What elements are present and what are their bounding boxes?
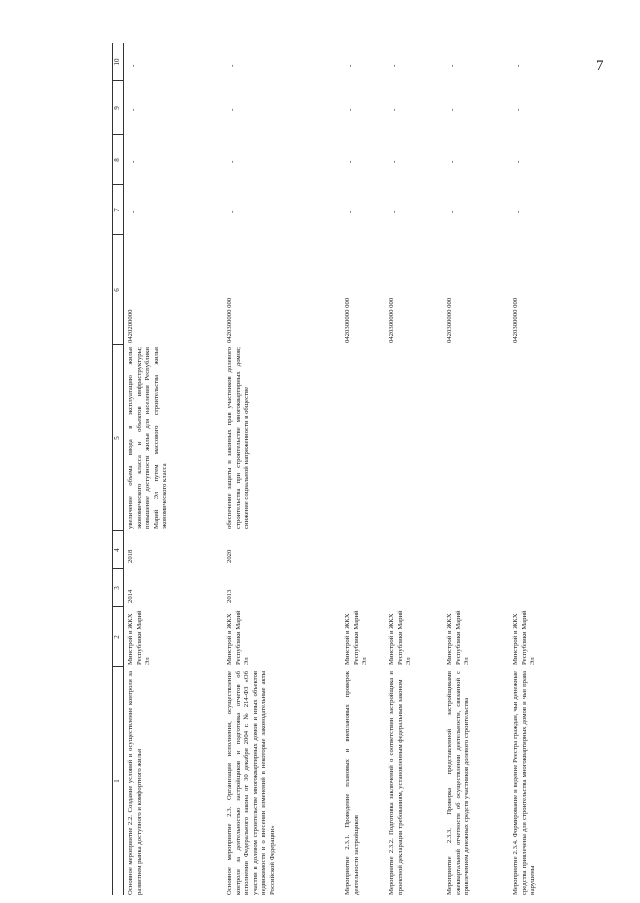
row-2-2-executor: Минстрой и ЖКХ Республики Марий Эл (127, 610, 152, 665)
row-2-3-2-col9: - (390, 108, 398, 111)
col-header-9: 9 (113, 106, 121, 110)
row-2-3-4-name: Мероприятие 2.3.4. Формирование и ведение Реестра граждан, чьи денежные средства привлечены для строительства многоквартирных домов и чьи права нарушены (512, 671, 537, 895)
row-2-3-col7: - (228, 210, 236, 213)
row-2-2-name: Основное мероприятие 2.2. Создание условий и осуществление контроля за развитием рынка доступного и комфортного жилья (127, 671, 143, 895)
row-2-3-2-executor: Минстрой и ЖКХ Республики Марий Эл (388, 610, 413, 665)
row-2-3-4-col9: - (514, 108, 522, 111)
row-2-3-1-col9: - (346, 108, 354, 111)
col-divider-4 (112, 530, 124, 531)
row-2-2-result: увеличение объема ввода в эксплуатацию жилья экономического класса и объектов инфраструктуры; повышение доступности жилья для населения Республики Марий Эл путем массового строительства жилья экономического класса (127, 347, 169, 529)
rotated-table-frame (112, 43, 558, 895)
col-header-4: 4 (113, 548, 121, 552)
row-2-3-start: 2013 (226, 589, 233, 603)
row-2-3-executor: Минстрой и ЖКХ Республики Марий Эл (226, 610, 251, 665)
page-number: 7 (596, 58, 604, 74)
row-2-3-1-col7: - (346, 210, 354, 213)
row-2-3-1-name: Мероприятие 2.3.1. Проведение плановых и внеплановых проверок деятельности застройщиков (344, 671, 360, 895)
row-2-3-4-code: 0420300000 000 (512, 297, 519, 343)
col-header-8: 8 (113, 158, 121, 162)
header-bottom-rule (123, 43, 124, 895)
row-2-2-col9: - (129, 108, 137, 111)
col-divider-9 (112, 80, 124, 81)
col-header-10: 10 (113, 58, 121, 66)
row-2-3-1-executor: Минстрой и ЖКХ Республики Марий Эл (344, 610, 369, 665)
row-2-3-1-col8: - (346, 160, 354, 163)
row-2-2-start: 2014 (127, 589, 134, 603)
row-2-3-2-col8: - (390, 160, 398, 163)
row-2-3-4-col8: - (514, 160, 522, 163)
col-divider-3 (112, 568, 124, 569)
row-2-2-col8: - (129, 160, 137, 163)
row-2-3-col8: - (228, 160, 236, 163)
col-divider-6 (112, 234, 124, 235)
col-divider-2 (112, 606, 124, 607)
row-2-2-end: 2018 (127, 549, 134, 563)
row-2-3-code: 0420300000 000 (226, 297, 233, 343)
col-header-3: 3 (113, 586, 121, 590)
row-2-3-3-name: Мероприятие 2.3.3. Проверка представленной застройщиками ежеквартальной отчетности об осуществлении деятельности, связанной с привлечением денежных средств участников долевого строительства (446, 671, 471, 895)
row-2-3-3-col9: - (448, 108, 456, 111)
row-2-3-name: Основное мероприятие 2.3. Организация исполнения, осуществление контроля за деятельностью застройщиков и подготовка отчетов об исполнении Федерального закона от 30 декабря 2004 г. № 214-ФЗ «Об участии в долевом строительстве многоквартирных домов и иных объектов недвижимости и о внесении изменений в некоторые законодательные акты Российской Федерации» (226, 671, 276, 895)
row-2-3-2-code: 0420300000 000 (388, 297, 395, 343)
col-header-2: 2 (113, 635, 121, 639)
program-table (112, 43, 558, 895)
row-2-2-col10: - (129, 64, 137, 67)
col-header-5: 5 (113, 436, 121, 440)
row-2-3-3-executor: Минстрой и ЖКХ Республики Марий Эл (446, 610, 471, 665)
col-header-1: 1 (113, 779, 121, 783)
row-2-3-3-code: 0420300000 000 (446, 297, 453, 343)
row-2-3-end: 2020 (226, 549, 233, 563)
row-2-3-3-col8: - (448, 160, 456, 163)
row-2-3-2-col7: - (390, 210, 398, 213)
row-2-3-2-col10: - (390, 64, 398, 67)
row-2-3-3-col7: - (448, 210, 456, 213)
col-divider-5 (112, 344, 124, 345)
col-header-6: 6 (113, 288, 121, 292)
row-2-3-col10: - (228, 64, 236, 67)
col-divider-8 (112, 134, 124, 135)
col-divider-7 (112, 184, 124, 185)
col-divider-1 (112, 666, 124, 667)
row-2-3-4-col10: - (514, 64, 522, 67)
row-2-2-code: 0420200000 (127, 309, 134, 343)
row-2-3-1-col10: - (346, 64, 354, 67)
row-2-2-col7: - (129, 210, 137, 213)
row-2-3-1-code: 0420300000 000 (344, 297, 351, 343)
col-header-7: 7 (113, 208, 121, 212)
row-2-3-4-executor: Минстрой и ЖКХ Республики Марий Эл (512, 610, 537, 665)
row-2-3-result: обеспечение защиты и законных прав участников долевого строительства при строительстве многоквартирных домов; снижение социальной напряженности в обществе (226, 347, 251, 529)
row-2-3-4-col7: - (514, 210, 522, 213)
header-top-rule (112, 43, 113, 895)
row-2-3-3-col10: - (448, 64, 456, 67)
row-2-3-2-name: Мероприятие 2.3.2. Подготовка заключений о соответствии застройщика и проектной декларации требованиям, установленным федеральным законом (388, 671, 404, 895)
row-2-3-col9: - (228, 108, 236, 111)
